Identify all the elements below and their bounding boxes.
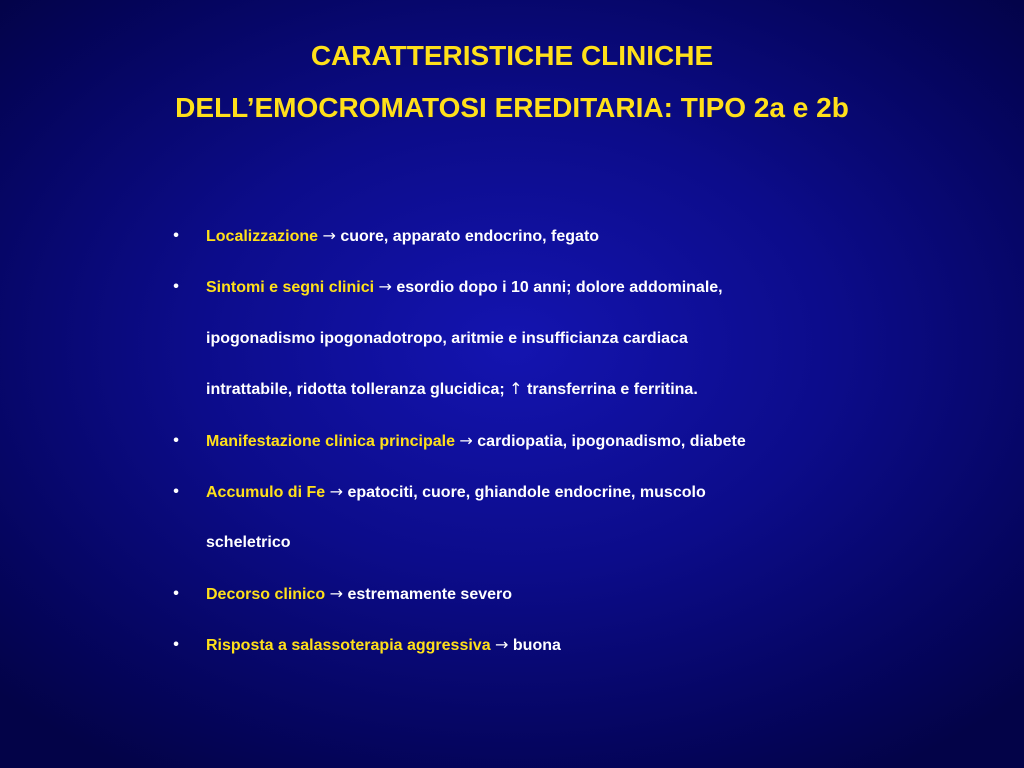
bullet-text: esordio dopo i 10 anni; dolore addominale,	[396, 279, 723, 297]
arrow-right-icon: →	[378, 277, 392, 297]
bullet-text: buona	[512, 637, 561, 655]
bullet-manifestazione	[170, 416, 960, 467]
bullet-key: Decorso clinico	[206, 585, 326, 603]
title-line-2: DELL’EMOCROMATOSI EREDITARIA: TIPO 2a e 2b	[175, 92, 849, 123]
bullet-text: cardiopatia, ipogonadismo, diabete	[477, 432, 746, 450]
bullet-text: epatociti, cuore, ghiandole endocrine, muscolo	[347, 484, 706, 502]
bullet-text: intrattabile, ridotta tolleranza glucidica;	[206, 381, 505, 399]
bullet-dot: •	[173, 584, 179, 602]
bullet-key: Sintomi e segni clinici	[206, 279, 375, 297]
bullet-accumulo	[170, 467, 960, 569]
bullet-dot: •	[173, 636, 179, 654]
arrow-right-icon: →	[322, 226, 336, 245]
bullet-line	[206, 416, 960, 467]
bullet-line	[206, 569, 960, 620]
bullet-risposta	[170, 620, 960, 671]
bullet-line	[206, 262, 960, 313]
bullet-line	[206, 467, 960, 518]
bullet-line-continued: scheletrico	[206, 534, 291, 552]
bullet-dot: •	[173, 278, 179, 296]
arrow-right-icon: →	[459, 430, 473, 450]
slide-title	[0, 30, 1024, 134]
bullet-key: Localizzazione	[206, 228, 319, 245]
bullet-text: estremamente severo	[347, 585, 513, 603]
bullet-key: Manifestazione clinica principale	[206, 432, 455, 450]
bullet-dot: •	[173, 483, 179, 501]
bullet-key: Risposta a salassoterapia aggressiva	[206, 637, 491, 655]
arrow-up-icon: ↑	[509, 379, 523, 399]
bullet-line	[206, 211, 960, 262]
arrow-right-icon: →	[495, 635, 509, 655]
arrow-right-icon: →	[329, 583, 344, 603]
bullet-line-continued	[206, 364, 960, 415]
bullet-sintomi	[170, 262, 960, 415]
title-line-1: CARATTERISTICHE CLINICHE	[310, 40, 714, 71]
bullet-line	[206, 620, 960, 671]
bullet-text: transferrina e ferritina.	[527, 381, 698, 399]
bullet-text: cuore, apparato endocrino, fegato	[340, 228, 600, 245]
bullet-line-continued: ipogonadismo ipogonadotropo, aritmie e insufficianza cardiaca	[206, 329, 688, 347]
bullet-dot: •	[173, 431, 179, 449]
arrow-right-icon: →	[329, 482, 343, 502]
bullet-key: Accumulo di Fe	[206, 484, 326, 502]
bullet-list	[170, 211, 960, 672]
bullet-decorso	[170, 569, 960, 620]
bullet-localizzazione	[170, 211, 960, 262]
bullet-dot: •	[173, 227, 179, 244]
